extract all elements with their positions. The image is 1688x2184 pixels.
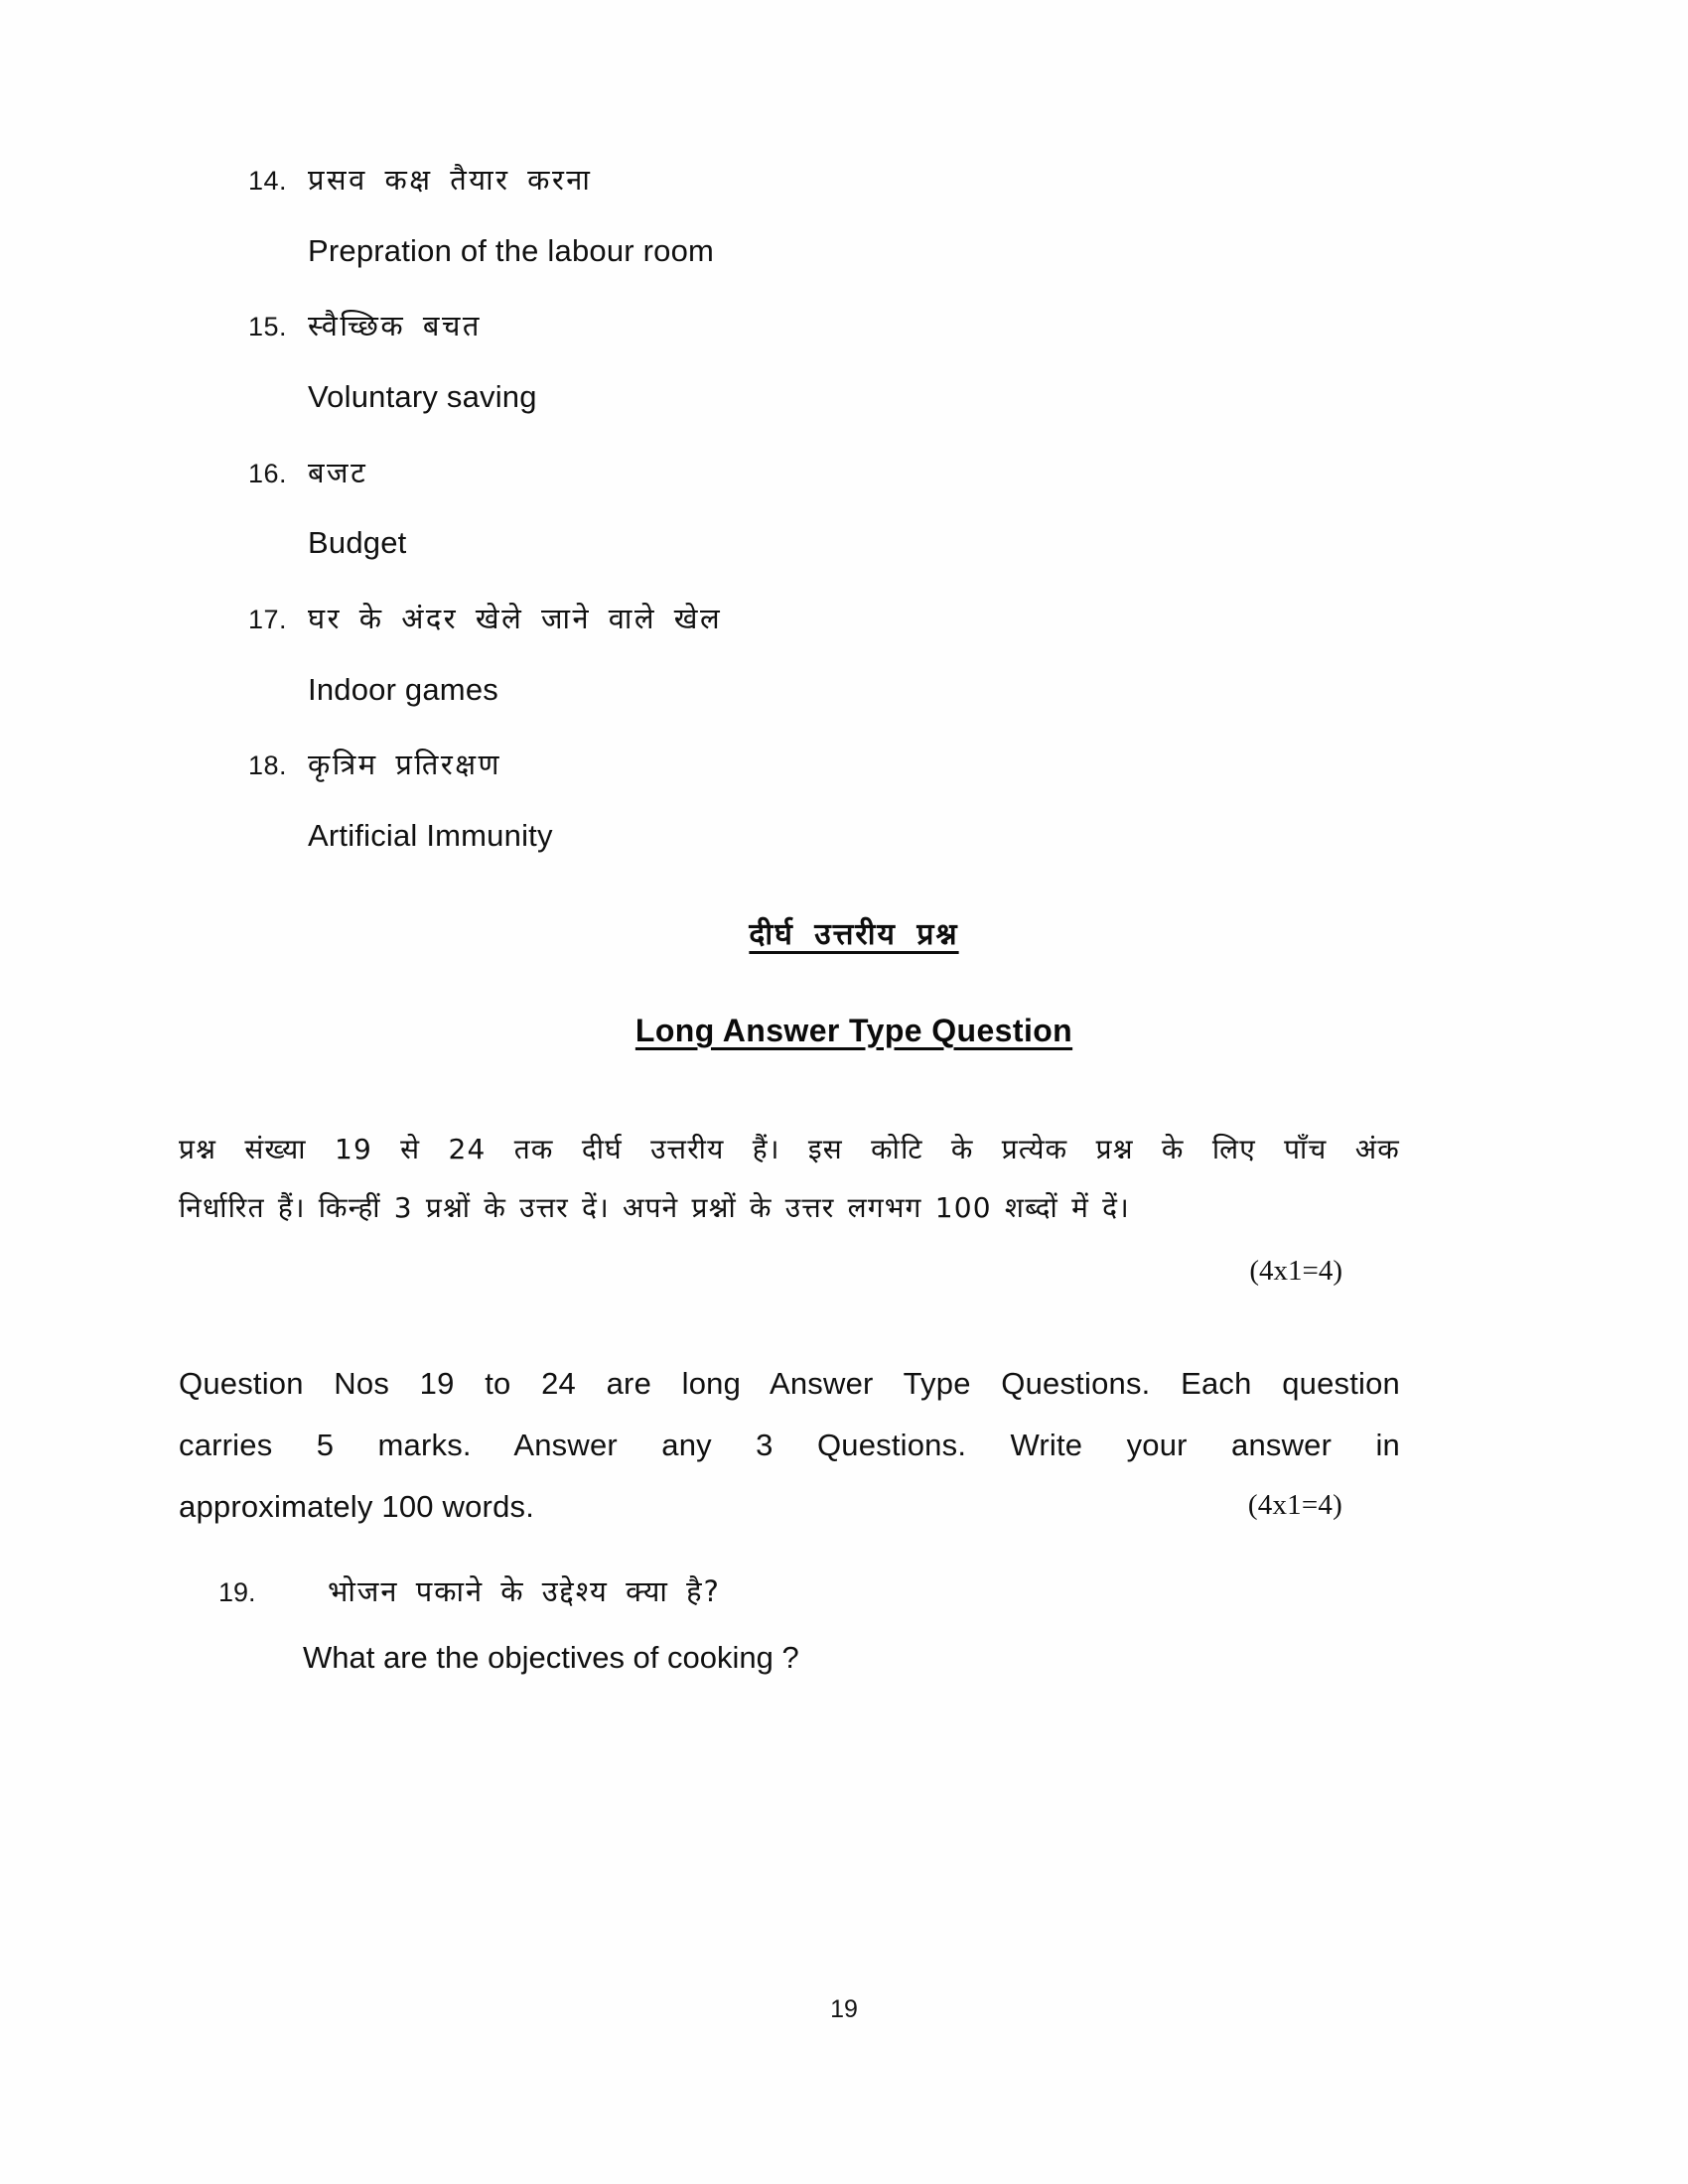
term-english-text: Budget — [308, 525, 407, 561]
term-number: 18. — [248, 751, 288, 781]
term-item — [248, 744, 1460, 856]
term-hindi-text: प्रसव कक्ष तैयार करना — [308, 163, 593, 197]
marks-note-hindi: (4x1=4) — [1249, 1255, 1342, 1288]
term-hindi-text: कृत्रिम प्रतिरक्षण — [308, 748, 502, 782]
term-number: 17. — [248, 605, 288, 635]
term-item — [248, 598, 1460, 710]
instructions-english-line-2: carries 5 marks. Answer any 3 Questions. Write your answer in — [179, 1428, 1400, 1463]
instructions-english-line-3-row — [179, 1476, 1400, 1538]
section-heading-english-wrap — [248, 953, 1460, 1049]
section-heading-block — [248, 912, 1460, 1049]
term-english-text: Indoor games — [308, 671, 498, 707]
question-row — [218, 1571, 1460, 1610]
question-hindi-text: भोजन पकाने के उद्देश्य क्या है? — [328, 1574, 721, 1609]
page-number: 19 — [830, 1995, 858, 2023]
term-item — [248, 305, 1460, 417]
instructions-hindi-line-1: प्रश्न संख्या 19 से 24 तक दीर्घ उत्तरीय हैं। इस कोटि के प्रत्येक प्रश्न के लिए पाँच अंक — [179, 1132, 1400, 1165]
term-item — [248, 452, 1460, 564]
term-hindi-text: घर के अंदर खेले जाने वाले खेल — [308, 602, 723, 636]
marks-note-english: (4x1=4) — [1247, 1489, 1342, 1522]
term-number: 14. — [248, 166, 288, 196]
term-english-text: Artificial Immunity — [308, 817, 553, 853]
section-heading-hindi: दीर्घ उत्तरीय प्रश्न — [749, 916, 959, 952]
term-row — [248, 452, 1460, 495]
question-number: 19. — [218, 1577, 256, 1608]
term-row — [248, 598, 1460, 641]
section-heading-english: Long Answer Type Question — [634, 1012, 1073, 1048]
instructions-hindi-line-2: निर्धारित हैं। किन्हीं 3 प्रश्नों के उत्तर दें। अपने प्रश्नों के उत्तर लगभग 100 शब्दों में दें। — [179, 1190, 1130, 1224]
term-english-text: Voluntary saving — [308, 378, 537, 414]
question-item — [218, 1571, 1460, 1676]
section-heading-hindi-wrap — [248, 912, 1460, 953]
term-row — [248, 744, 1460, 787]
term-row — [248, 159, 1460, 203]
term-english-text: Prepration of the labour room — [308, 232, 715, 268]
term-hindi-text: स्वैच्छिक बचत — [308, 309, 482, 343]
instructions-english-line-1: Question Nos 19 to 24 are long Answer Type Questions. Each question — [179, 1366, 1400, 1402]
term-row — [248, 305, 1460, 348]
instructions-english-line-3: approximately 100 words. — [179, 1489, 535, 1525]
page-content — [179, 159, 1460, 1676]
term-number: 15. — [248, 312, 288, 342]
term-number: 16. — [248, 458, 288, 488]
question-english-text: What are the objectives of cooking ? — [303, 1640, 799, 1676]
term-hindi-text: बजट — [308, 455, 368, 489]
instructions-english — [179, 1353, 1400, 1538]
instructions-hindi — [179, 1121, 1400, 1238]
term-item — [248, 159, 1460, 271]
